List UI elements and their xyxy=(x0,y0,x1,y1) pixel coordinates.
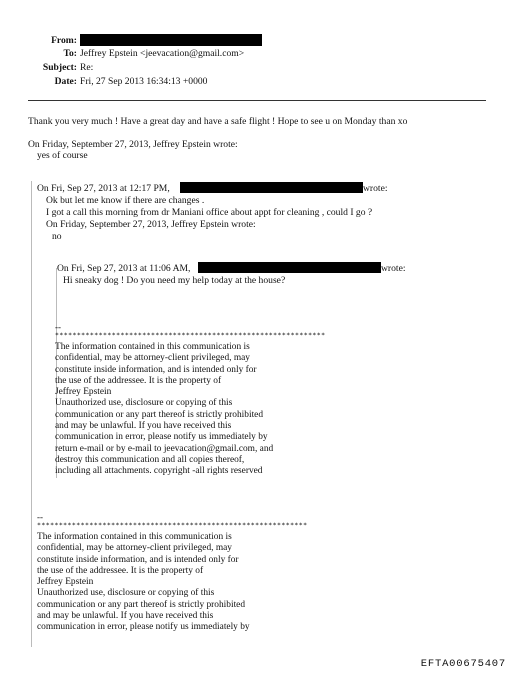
disclaimer-line: communication or any part thereof is strictly prohibited xyxy=(55,409,264,420)
disclaimer-paragraph xyxy=(55,342,273,478)
disclaimer-stars: ************************************************************** xyxy=(55,331,326,339)
quote3-text: no xyxy=(52,231,62,242)
quote4-attribution-start: On Fri, Sep 27, 2013 at 11:06 AM, xyxy=(57,263,191,274)
to-value: Jeffrey Epstein <jeevacation@gmail.com> xyxy=(80,48,245,59)
to-label: To: xyxy=(63,48,77,59)
disclaimer-line: and may be unlawful. If you have received this xyxy=(55,421,232,432)
header-divider xyxy=(28,100,486,101)
disclaimer-line: The information contained in this communication is xyxy=(55,342,250,352)
quote3-attribution: On Friday, September 27, 2013, Jeffrey Epstein wrote: xyxy=(46,219,256,230)
reply-text: Thank you very much ! Have a great day and have a safe flight ! Hope to see u on Monday than xo xyxy=(28,116,408,127)
quote4-attribution xyxy=(57,263,190,274)
disclaimer-line: communication or any part thereof is strictly prohibited xyxy=(37,599,246,610)
disclaimer-line: including all attachments. copyright -all rights reserved xyxy=(55,466,263,477)
disclaimer-line: Jeffrey Epstein xyxy=(55,387,112,398)
quote1-text: yes of course xyxy=(37,150,88,161)
quote4-attribution-end: wrote: xyxy=(381,263,406,274)
quote2-bar xyxy=(31,181,32,647)
from-label: From: xyxy=(51,35,77,46)
disclaimer-line: communication in error, please notify us immediately by xyxy=(37,622,250,633)
signature-dashes: -- xyxy=(55,322,61,332)
date-label: Date: xyxy=(54,76,77,87)
date-value: Fri, 27 Sep 2013 16:34:13 +0000 xyxy=(80,76,208,87)
signature-dashes-2: -- xyxy=(37,512,43,522)
disclaimer-line: The information contained in this communication is xyxy=(37,532,232,542)
disclaimer-line: Jeffrey Epstein xyxy=(37,577,94,588)
redacted-sender-2 xyxy=(180,182,363,193)
disclaimer-line: return e-mail or by e-mail to jeevacation@gmail.com, and xyxy=(55,443,274,454)
quote2-attribution xyxy=(37,183,170,194)
quote4-text: Hi sneaky dog ! Do you need my help today at the house? xyxy=(63,275,286,286)
disclaimer-line: Unauthorized use, disclosure or copying of this xyxy=(55,398,233,409)
quote2-attribution-start: On Fri, Sep 27, 2013 at 12:17 PM, xyxy=(37,183,170,194)
disclaimer-line: confidential, may be attorney-client privileged, may xyxy=(37,543,232,554)
disclaimer-line: communication in error, please notify us immediately by xyxy=(55,432,268,443)
document-id: EFTA00675407 xyxy=(420,658,506,670)
subject-label: Subject: xyxy=(42,62,77,73)
disclaimer-line: Unauthorized use, disclosure or copying of this xyxy=(37,588,215,599)
redacted-sender xyxy=(80,34,262,46)
quote1-attribution: On Friday, September 27, 2013, Jeffrey Epstein wrote: xyxy=(28,139,238,150)
quote2-line1: Ok but let me know if there are changes . xyxy=(46,195,205,206)
quote2-line2: I got a call this morning from dr Maniani office about appt for cleaning , could I go ? xyxy=(46,207,373,218)
subject-value: Re: xyxy=(80,62,94,73)
disclaimer-line: the use of the addressee. It is the property of xyxy=(55,375,222,386)
disclaimer-line: confidential, may be attorney-client privileged, may xyxy=(55,353,250,364)
disclaimer-stars-2: ************************************************************** xyxy=(37,521,308,529)
disclaimer-line: the use of the addressee. It is the property of xyxy=(37,565,204,576)
disclaimer-line: constitute inside information, and is intended only for xyxy=(37,554,239,565)
quote2-attribution-end: wrote: xyxy=(363,183,388,194)
disclaimer-line: destroy this communication and all copies thereof, xyxy=(55,454,245,465)
disclaimer-line: and may be unlawful. If you have received this xyxy=(37,611,214,622)
disclaimer-paragraph-2 xyxy=(37,532,250,634)
disclaimer-line: constitute inside information, and is intended only for xyxy=(55,364,257,375)
redacted-sender-3 xyxy=(198,262,381,273)
